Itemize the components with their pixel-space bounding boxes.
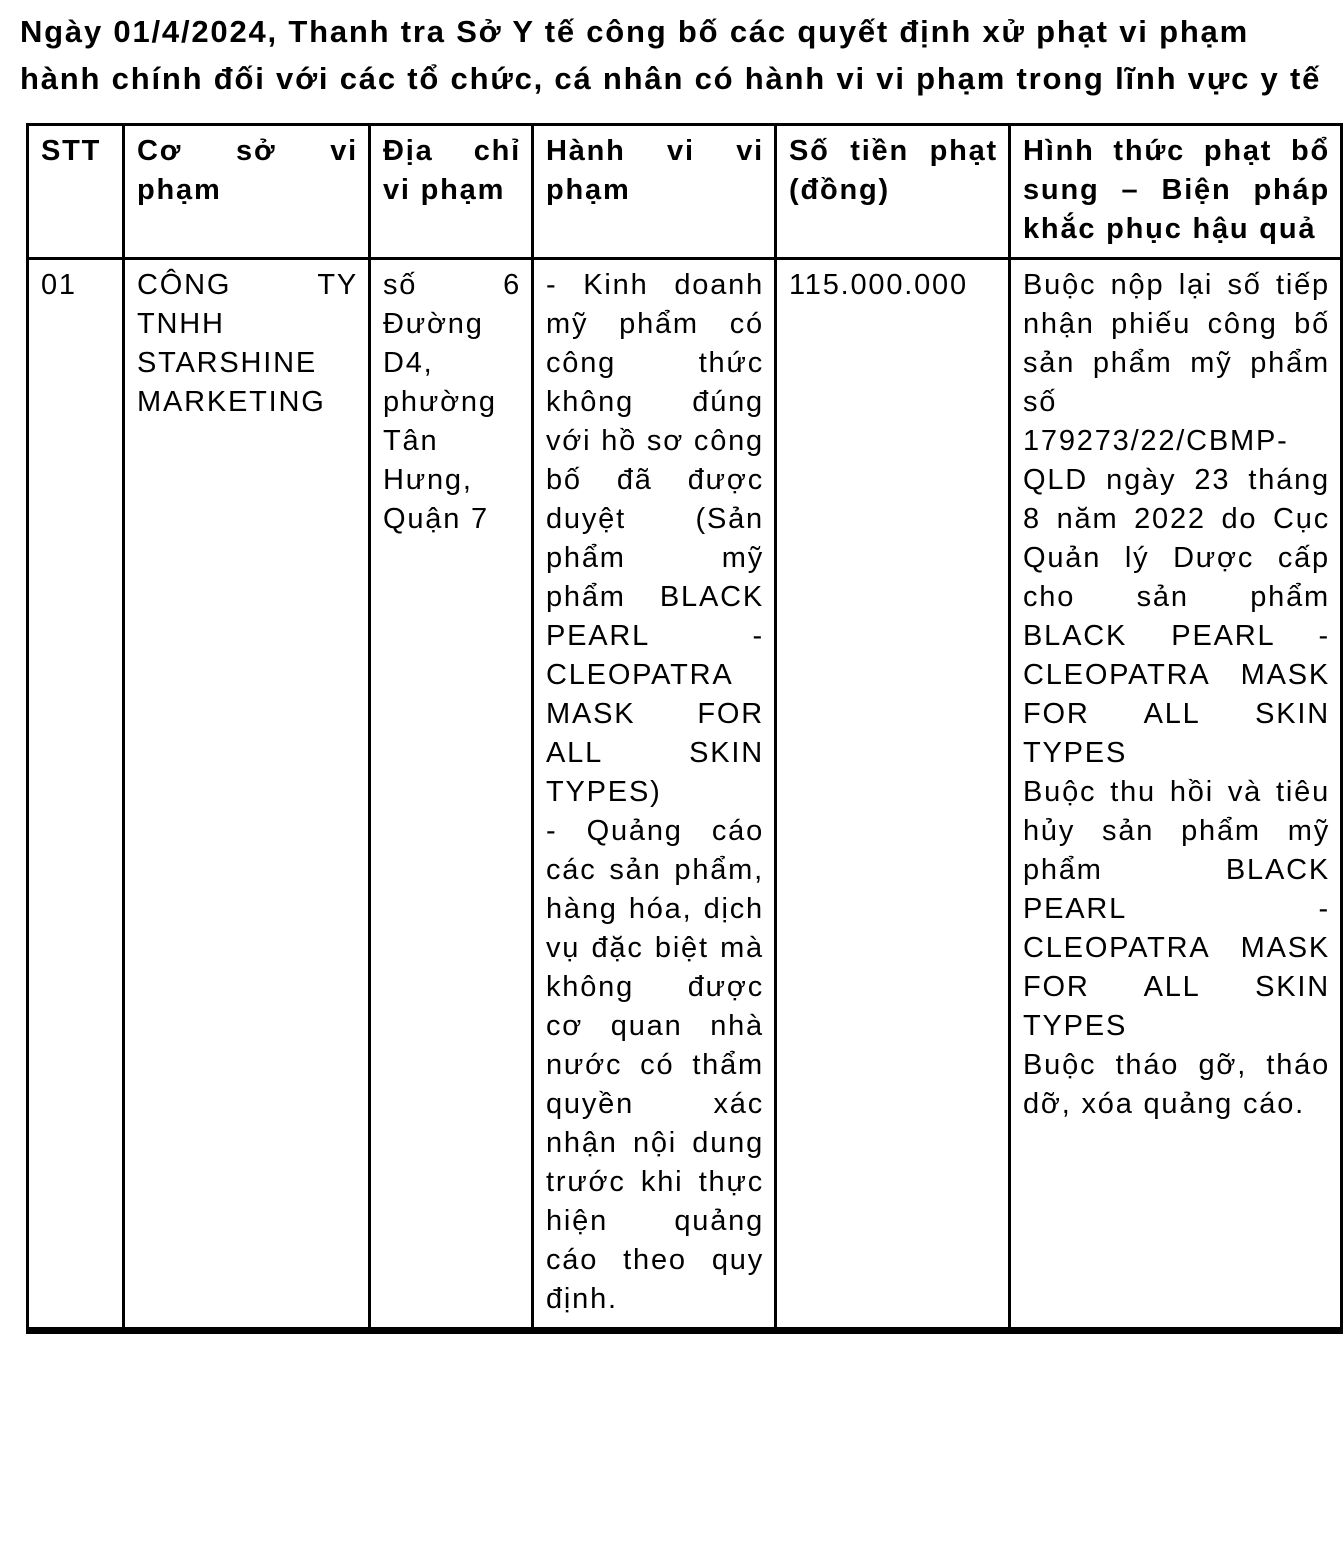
page-title: Ngày 01/4/2024, Thanh tra Sở Y tế công bố các quyết định xử phạt vi phạm hành chính đối với các tổ chức, cá nhân có hành vi vi phạm trong lĩnh vực y tế xyxy=(20,14,1322,96)
cell-fine-amount xyxy=(776,259,1010,1331)
column-header-label: Số tiền phạt (đồng) xyxy=(789,135,998,206)
penalty-paragraph: Buộc thu hồi và tiêu hủy sản phẩm mỹ phẩm BLACK PEARL - CLEOPATRA MASK FOR ALL SKIN TYPES xyxy=(1023,776,1330,1042)
cell-facility xyxy=(124,259,370,1331)
cell-violation xyxy=(533,259,776,1331)
facility-name: CÔNG TY TNHH STARSHINE MARKETING xyxy=(137,269,358,418)
penalty-paragraph: Buộc nộp lại số tiếp nhận phiếu công bố sản phẩm mỹ phẩm số 179273/22/CBMP-QLD ngày 23 tháng 8 năm 2022 do Cục Quản lý Dược cấp cho sản phẩm BLACK PEARL - CLEOPATRA MASK FOR ALL SKIN TYPES xyxy=(1023,269,1330,769)
violation-address: số 6 Đường D4, phường Tân Hưng, Quận 7 xyxy=(383,269,521,535)
column-header-label: Địa chỉ vi phạm xyxy=(383,135,521,206)
table-row xyxy=(28,259,1342,1331)
cell-additional-penalty xyxy=(1010,259,1342,1331)
column-header-label: Hình thức phạt bổ sung – Biện pháp khắc phục hậu quả xyxy=(1023,135,1330,245)
column-header-stt xyxy=(28,125,124,259)
cell-stt xyxy=(28,259,124,1331)
column-header-additional-penalty xyxy=(1010,125,1342,259)
column-header-label: Cơ sở vi phạm xyxy=(137,135,358,206)
table-header-row xyxy=(28,125,1342,259)
row-number: 01 xyxy=(41,269,77,301)
column-header-address xyxy=(370,125,533,259)
column-header-facility xyxy=(124,125,370,259)
violation-paragraph: - Quảng cáo các sản phẩm, hàng hóa, dịch vụ đặc biệt mà không được cơ quan nhà nước có thẩm quyền xác nhận nội dung trước khi thực hiện quảng cáo theo quy định. xyxy=(546,815,764,1315)
violation-paragraph: - Kinh doanh mỹ phẩm có công thức không đúng với hồ sơ công bố đã được duyệt (Sản phẩm mỹ phẩm BLACK PEARL - CLEOPATRA MASK FOR ALL SKIN TYPES) xyxy=(546,269,764,808)
fine-amount: 115.000.000 xyxy=(789,269,968,301)
column-header-fine-amount xyxy=(776,125,1010,259)
penalty-paragraph: Buộc tháo gỡ, tháo dỡ, xóa quảng cáo. xyxy=(1023,1049,1330,1120)
column-header-label: Hành vi vi phạm xyxy=(546,135,764,206)
cell-address xyxy=(370,259,533,1331)
violations-table xyxy=(26,123,1343,1334)
column-header-violation xyxy=(533,125,776,259)
column-header-label: STT xyxy=(41,135,102,167)
